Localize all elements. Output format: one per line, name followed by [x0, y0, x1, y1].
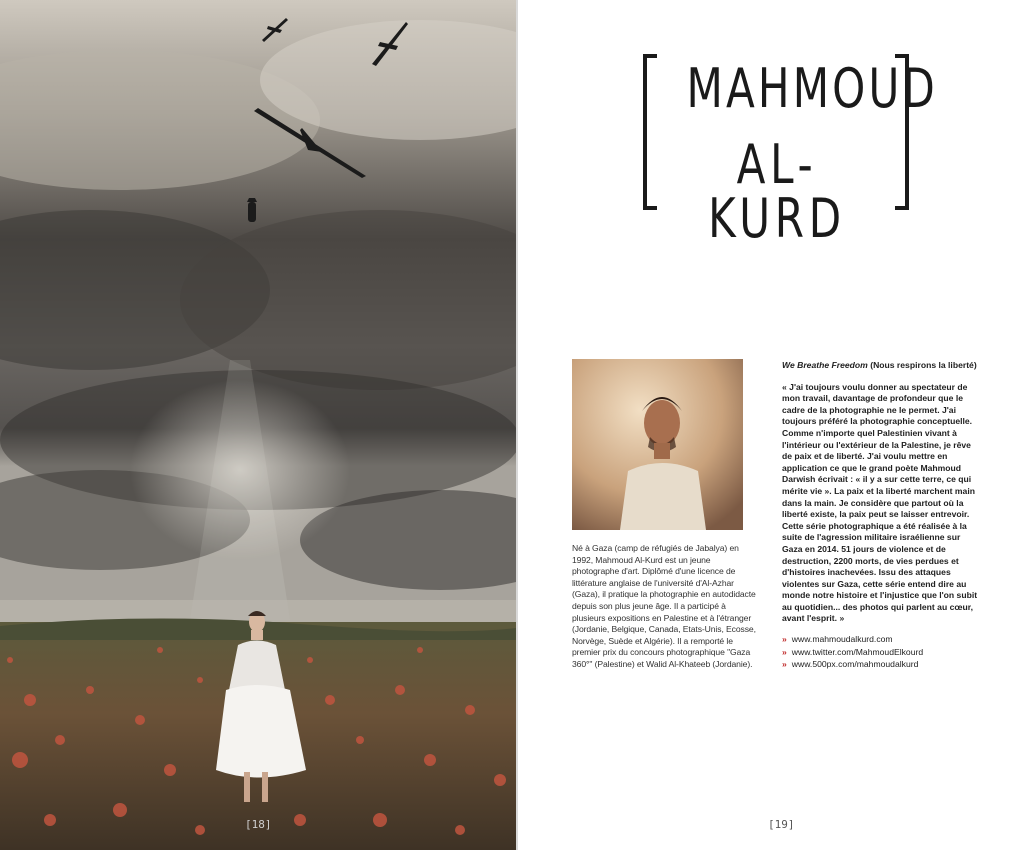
series-title [782, 360, 978, 372]
link-arrow-icon: » [782, 646, 787, 657]
link-twitter[interactable]: » www.twitter.com/MahmoudElkourd [782, 646, 924, 657]
series-title-translation: (Nous respirons la liberté) [870, 360, 977, 370]
link-arrow-icon: » [782, 659, 787, 670]
statement-column [782, 360, 978, 672]
artist-first-name: MAHMOUD [686, 57, 938, 120]
links-list [782, 634, 978, 671]
artist-bio: Né à Gaza (camp de réfugiés de Jabalya) en 1992, Mahmoud Al-Kurd est un jeune photographe d'art. Diplômé d'une licence de littérature anglaise de l'université d'Al-Azhar (Gaza), il pratique la photographie en autodidacte depuis son plus jeune âge. Il a participé à plusieurs expositions en Palestine et à l'étranger (Jordanie, Belgique, Canada, Etats-Unis, Ecosse, Norvège, Suède et Algérie). Il a remporté le premier prix du concours photographique "Gaza 360°" (Palestine) et Walid Al-Khateeb (Jordanie). [572, 543, 756, 669]
series-title-italic: We Breathe Freedom [782, 360, 868, 370]
bracket-left [643, 54, 657, 210]
page-gutter [516, 0, 518, 850]
artist-portrait [572, 359, 743, 530]
link-website[interactable]: » www.mahmoudalkurd.com [782, 634, 893, 645]
artist-last-name: AL-KURD [708, 133, 846, 250]
page-number-right: [19] [768, 818, 795, 831]
link-500px[interactable]: » www.500px.com/mahmoudalkurd [782, 659, 919, 670]
artist-title [643, 54, 938, 250]
artist-quote: « J'ai toujours voulu donner au spectateur de mon travail, davantage de profondeur que le cadre de la photographie ne le permet. J'ai toujours préféré la photographie conceptuelle. Comme n'importe quel Palestinien vivant à l'intérieur ou l'extérieur de la Palestine, je rêve de paix et de liberté. J'ai voulu mettre en application ce que le grand poète Mahmoud Darwish écrivait : « il y a sur cette terre, ce qui mérite vie ». La paix et la liberté marchent main dans la main. Je considère que partout où la liberté existe, la paix peut se laisser entrevoir. Cette série photographique a été réalisée à la suite de l'agression militaire israélienne sur Gaza en 2014. 51 jours de violence et de destruction, 2200 morts, de vies perdues et d'histoires inachevées. Issu des attaques violentes sur Gaza, cette série entend dire au monde notre histoire et l'injustice que l'on subit au quotidien... des photos qui parlent au cœur, avant l'esprit. » [782, 381, 978, 624]
page-number-left: [18] [245, 818, 272, 831]
link-arrow-icon: » [782, 634, 787, 645]
